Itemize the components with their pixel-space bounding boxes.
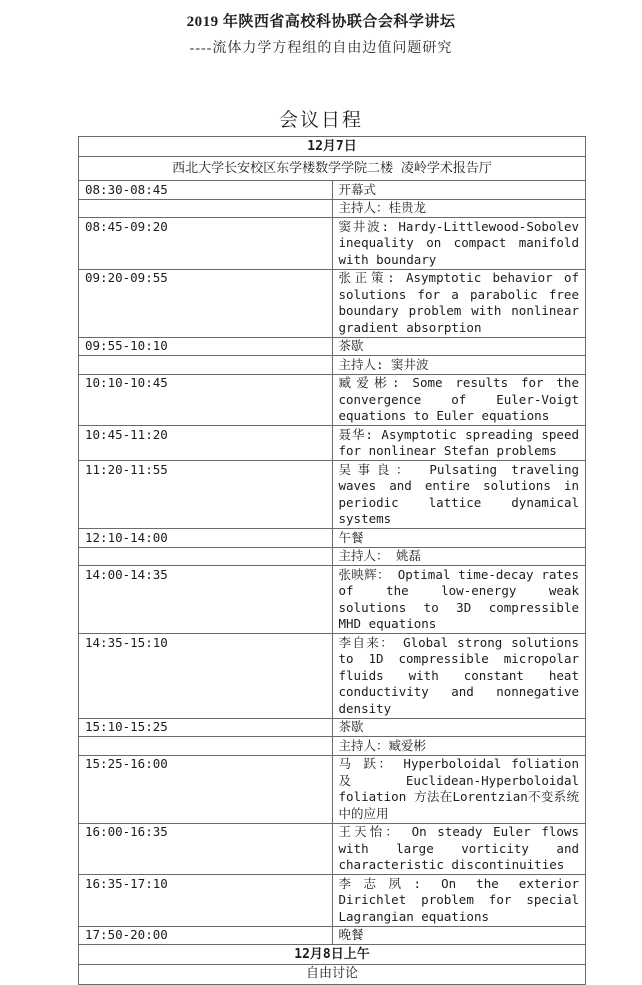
document-page: [0, 10, 642, 985]
session-cell: 主持人：桂贵龙: [332, 199, 586, 218]
table-row: [79, 356, 586, 375]
table-row: [79, 529, 586, 548]
session-cell: 张映辉： Optimal time-decay rates of the low-energy weak solutions to 3D compressible MHD equations: [332, 566, 586, 634]
page-subtitle: ----流体力学方程组的自由边值问题研究: [189, 41, 453, 56]
table-row: [79, 875, 586, 927]
time-cell: 15:10-15:25: [79, 718, 333, 737]
session-cell: 主持人： 姚磊: [332, 547, 586, 566]
schedule-table: [78, 136, 586, 985]
time-cell: 14:00-14:35: [79, 566, 333, 634]
session-cell: 李自来： Global strong solutions to 1D compressible micropolar fluids with constant heat conductivity and nonnegative density: [332, 634, 586, 719]
day1-header-row: [79, 137, 586, 157]
day2-header-row: [79, 945, 586, 965]
session-cell: 茶歇: [332, 337, 586, 356]
table-row: [79, 374, 586, 426]
table-row: [79, 218, 586, 270]
session-cell: 王天怡： On steady Euler flows with large vorticity and characteristic discontinuities: [332, 823, 586, 875]
venue-row: [79, 157, 586, 181]
table-row: [79, 547, 586, 566]
session-cell: 主持人: 窦井波: [332, 356, 586, 375]
session-cell: 晚餐: [332, 926, 586, 945]
table-row: [79, 926, 586, 945]
day2-label: 12月8日上午: [79, 945, 586, 965]
session-cell: 开幕式: [332, 181, 586, 200]
time-cell: 09:20-09:55: [79, 269, 333, 337]
time-cell: [79, 199, 333, 218]
time-cell: 11:20-11:55: [79, 461, 333, 529]
time-cell: 10:10-10:45: [79, 374, 333, 426]
table-row: [79, 337, 586, 356]
table-row: [79, 269, 586, 337]
table-row: [79, 566, 586, 634]
time-cell: [79, 356, 333, 375]
day1-label: 12月7日: [79, 137, 586, 157]
table-row: [79, 426, 586, 461]
time-cell: 10:45-11:20: [79, 426, 333, 461]
table-row: [79, 634, 586, 719]
table-row: [79, 181, 586, 200]
session-cell: 主持人：臧爱彬: [332, 737, 586, 756]
free-discussion-text: 自由讨论: [79, 965, 586, 985]
table-row: [79, 823, 586, 875]
session-cell: 茶歇: [332, 718, 586, 737]
table-row: [79, 737, 586, 756]
time-cell: 12:10-14:00: [79, 529, 333, 548]
time-cell: 16:00-16:35: [79, 823, 333, 875]
time-cell: 17:50-20:00: [79, 926, 333, 945]
table-row: [79, 199, 586, 218]
table-row: [79, 755, 586, 823]
session-cell: 李志夙: On the exterior Dirichlet problem for special Lagrangian equations: [332, 875, 586, 927]
schedule-heading: 会议日程: [278, 110, 363, 131]
session-cell: 吴事良： Pulsating traveling waves and entire solutions in periodic lattice dynamical systems: [332, 461, 586, 529]
time-cell: 08:30-08:45: [79, 181, 333, 200]
venue-text: 西北大学长安校区东学楼数学学院二楼 凌岭学术报告厅: [79, 157, 586, 181]
session-cell: 午餐: [332, 529, 586, 548]
time-cell: 08:45-09:20: [79, 218, 333, 270]
time-cell: [79, 547, 333, 566]
time-cell: 16:35-17:10: [79, 875, 333, 927]
time-cell: 09:55-10:10: [79, 337, 333, 356]
time-cell: 15:25-16:00: [79, 755, 333, 823]
page-title: 2019 年陕西省高校科协联合会科学讲坛: [186, 14, 456, 30]
time-cell: 14:35-15:10: [79, 634, 333, 719]
session-cell: 臧爱彬: Some results for the convergence of Euler-Voigt equations to Euler equations: [332, 374, 586, 426]
time-cell: [79, 737, 333, 756]
session-cell: 张正策: Asymptotic behavior of solutions for a parabolic free boundary problem with nonlinear gradient absorption: [332, 269, 586, 337]
table-row: [79, 461, 586, 529]
table-row: [79, 718, 586, 737]
session-cell: 马 跃： Hyperboloidal foliation 及 Euclidean-Hyperboloidal foliation 方法在Lorentzian不变系统中的应用: [332, 755, 586, 823]
session-cell: 聂华: Asymptotic spreading speed for nonlinear Stefan problems: [332, 426, 586, 461]
free-discussion-row: [79, 965, 586, 985]
session-cell: 窦井波: Hardy-Littlewood-Sobolev inequality on compact manifold with boundary: [332, 218, 586, 270]
